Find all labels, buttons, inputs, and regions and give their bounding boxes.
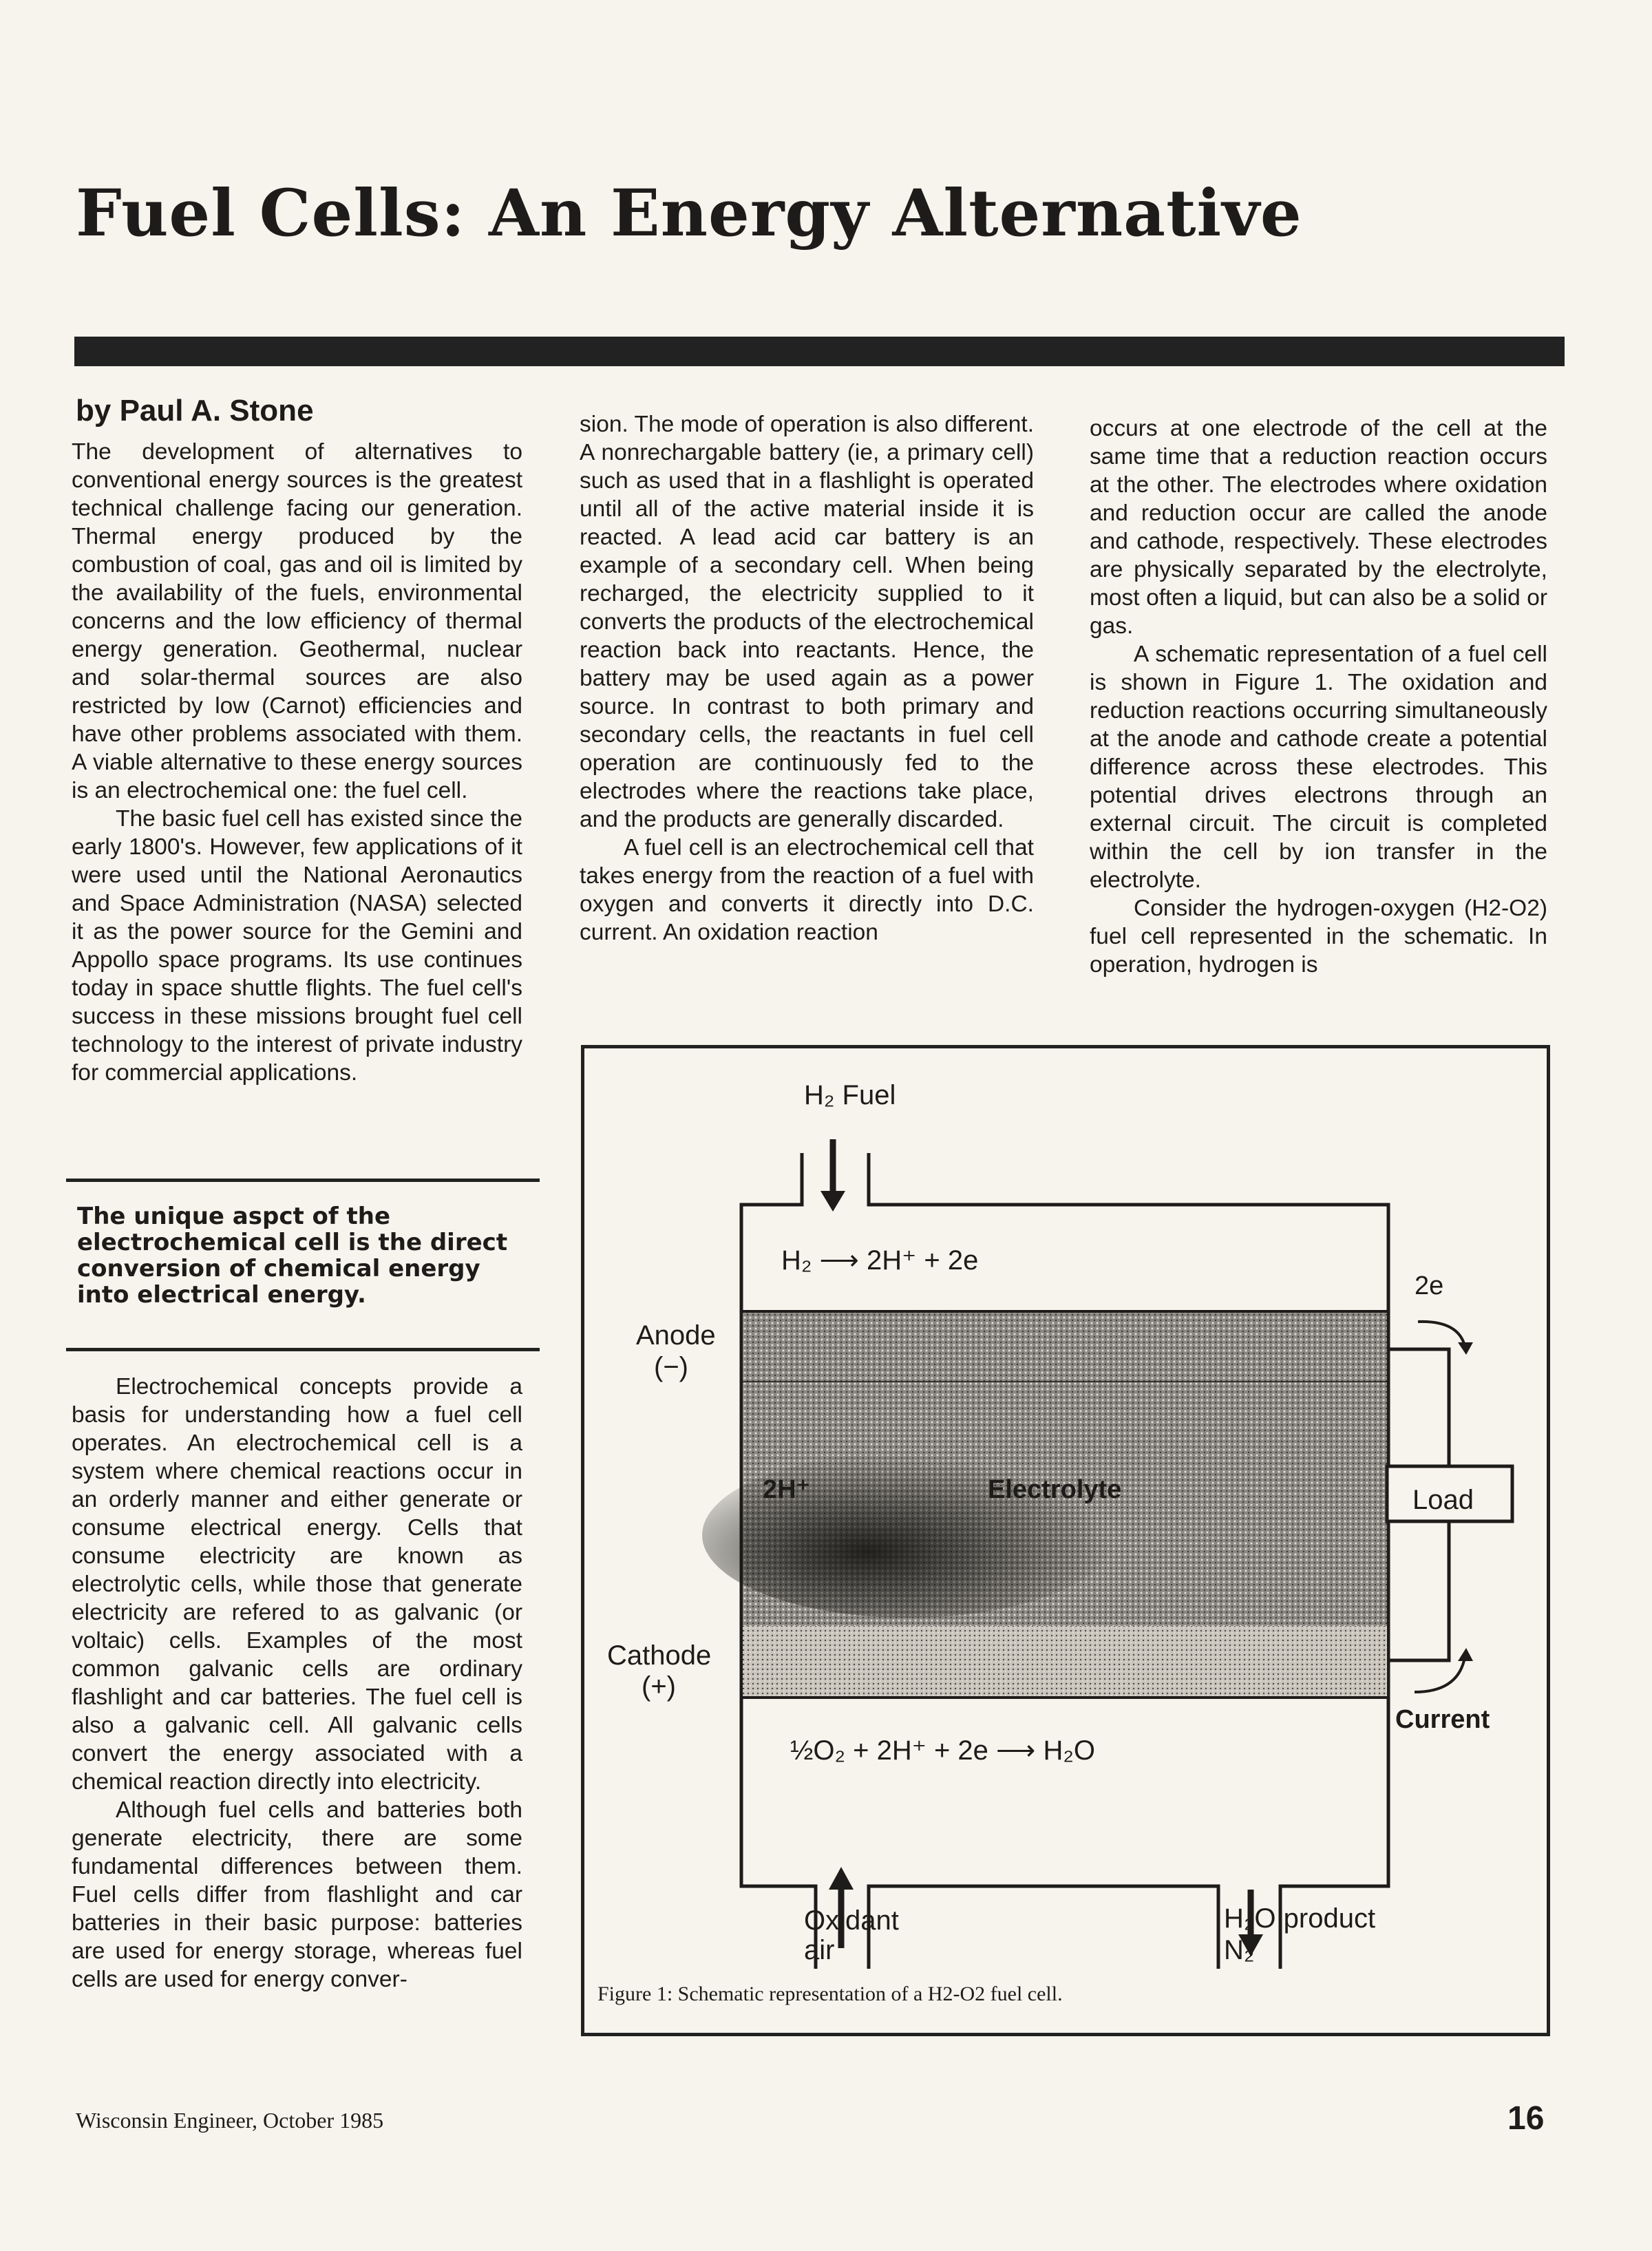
paragraph: The development of alternatives to conventional energy sources is the greatest technical challenge facing our generation. Thermal energy produced by the combustion of coal, gas and oil is limited by the availability of the fuels, environmental concerns and the low efficiency of thermal energy generation. Geothermal, nuclear and solar-thermal sources are also restricted by low (Carnot) efficiencies and have other problems associated with them. A viable alternative to these energy sources is an electrochemical one: the fuel cell.	[72, 439, 522, 803]
product-label: H₂O product	[1224, 1903, 1376, 1934]
electron-arrowhead	[1458, 1342, 1473, 1355]
current-arrowhead	[1458, 1648, 1473, 1661]
fuel-label: H₂ Fuel	[804, 1080, 896, 1110]
cathode-layer	[743, 1626, 1387, 1698]
electron-label: 2e	[1415, 1271, 1444, 1300]
figure-caption: Figure 1: Schematic representation of a H2-O2 fuel cell.	[597, 1983, 1063, 2005]
fuel-inlet-arrow	[820, 1139, 845, 1212]
byline: by Paul A. Stone	[76, 394, 314, 427]
cathode-reaction: ½O₂ + 2H⁺ + 2e ⟶ H₂O	[790, 1735, 1096, 1766]
cathode-label: Cathode	[607, 1640, 712, 1671]
paragraph: The basic fuel cell has existed since the early 1800's. However, few applications of it were used until the National Aeronautics and Space Administration (NASA) selected it as the power source for the Gemini and Appollo space programs. Its use continues today in space shuttle flights. The fuel cell's success in these missions brought fuel cell technology to the interest of private industry for commercial applications.	[72, 806, 522, 1086]
paragraph: Electrochemical concepts provide a basis for understanding how a fuel cell operates. An electrochemical cell is a system where chemical reactions occur in an orderly manner and either generate or consume electrical energy. Cells that consume electricity are known as electrolytic cells, while those that generate electricity are refered to as galvanic (or voltaic) cells. Examples of the most common galvanic cells are ordinary flashlight and car batteries. The fuel cell is also a galvanic cell. All galvanic cells convert the energy associated with a chemical reaction directly into electricity.	[72, 1374, 522, 1795]
current-label: Current	[1395, 1705, 1490, 1734]
current-flow-arrow	[1415, 1658, 1465, 1692]
anode-sign: (−)	[654, 1352, 688, 1382]
paragraph: Consider the hydrogen-oxygen (H2-O2) fuel cell represented in the schematic. In operation, hydrogen is	[1090, 896, 1547, 977]
electron-flow-arrow	[1418, 1322, 1465, 1346]
paragraph: sion. The mode of operation is also different. A nonrechargable battery (ie, a primary cell) such as used that in a flashlight is operated until all of the active material inside it is reacted. A lead acid car battery is an example of a secondary cell. When being recharged, the electricity supplied to it converts the products of the electrochemical reaction back into reactants. Hence, the battery may be used again as a power source. In contrast to both primary and secondary cells, the reactants in fuel cell operation are continuously fed to the electrodes where the reactions take place, and the products are generally discarded.	[580, 412, 1034, 832]
product-n2-label: N₂	[1224, 1935, 1255, 1965]
housing-bottom-inner	[869, 1886, 1218, 1969]
page-title: Fuel Cells: An Energy Alternative	[76, 176, 1302, 251]
anode-layer	[743, 1311, 1387, 1382]
anode-reaction: H₂ ⟶ 2H⁺ + 2e	[781, 1245, 979, 1276]
oxidant-label: Oxidant	[804, 1905, 899, 1936]
page-number: 16	[1507, 2100, 1545, 2137]
electrolyte-label: Electrolyte	[988, 1475, 1122, 1504]
oxidant-air-label: air	[804, 1935, 835, 1965]
load-label: Load	[1412, 1485, 1474, 1515]
paragraph: A schematic representation of a fuel cell is shown in Figure 1. The oxidation and reduction reactions occurring simultaneously at the anode and cathode create a potential difference across these electrodes. This potential drives electrons through an external circuit. The circuit is completed within the cell by ion transfer in the electrolyte.	[1090, 642, 1547, 893]
cathode-sign: (+)	[642, 1671, 676, 1702]
pull-quote: The unique aspct of the electrochemical cell is the direct conversion of chemical energy into electrical energy.	[77, 1203, 508, 1309]
ion-label: 2H⁺	[763, 1475, 810, 1504]
publication-footer: Wisconsin Engineer, October 1985	[76, 2108, 384, 2133]
anode-label: Anode	[636, 1320, 716, 1351]
paragraph: A fuel cell is an electrochemical cell that takes energy from the reaction of a fuel with oxygen and converts it directly into D.C. current. An oxidation reaction	[580, 835, 1034, 945]
paragraph: occurs at one electrode of the cell at the same time that a reduction reaction occurs at the other. The electrodes where oxidation and reduction occur are called the anode and cathode, respectively. These electrodes are physically separated by the electrolyte, most often a liquid, but can also be a solid or gas.	[1090, 416, 1547, 639]
paragraph: Although fuel cells and batteries both generate electricity, there are some fundamental differences between them. Fuel cells differ from flashlight and car batteries in their basic purpose: batteries are used for energy storage, whereas fuel cells are used for energy conver-	[72, 1797, 522, 1992]
